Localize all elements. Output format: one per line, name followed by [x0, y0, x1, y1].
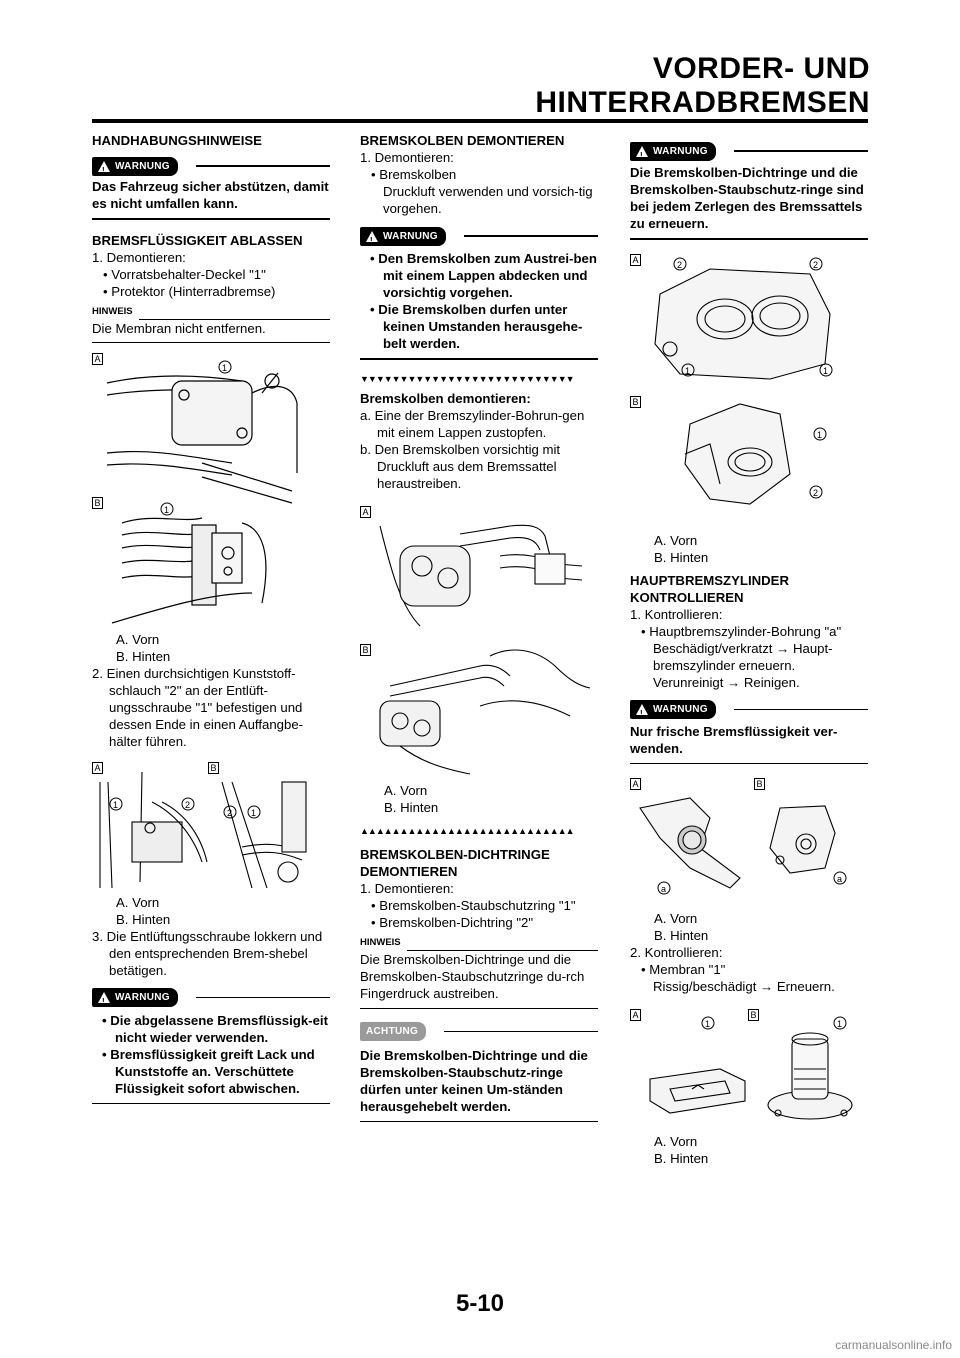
bullet-text: • Bremskolben-Dichtring "2" [371, 914, 534, 930]
caliper-seals-drawing [630, 254, 868, 532]
heading-bremskolben-dichtringe: BREMSKOLBEN-DICHTRINGE DEMONTIEREN [360, 846, 550, 879]
svg-text:1: 1 [823, 365, 829, 376]
figure-piston-removal: A B [360, 506, 598, 776]
svg-text:2: 2 [813, 259, 819, 270]
warning-triangle-icon [98, 161, 110, 172]
bullet-text: • Protektor (Hinterradbremse) [103, 283, 276, 299]
caption-b: B. Hinten [654, 1151, 709, 1167]
caption-a: A. Vorn [654, 532, 698, 548]
caution-header [360, 1023, 598, 1041]
bullet-text: • Hauptbremszylinder-Bohrung "a" [641, 623, 842, 639]
warning-header [630, 701, 868, 719]
heading-hauptbremszylinder: HAUPTBREMSZYLINDER KONTROLLIEREN [630, 572, 789, 605]
warning-bullet: • Den Bremskolben zum Austrei-ben mit einem Lappen abdecken und vorsichtig vorgehen. [370, 251, 597, 300]
step-text: a. Eine der Bremszylinder-Bohrun-gen mit einem Lappen zustopfen. [360, 407, 585, 440]
warning-badge: ! WARNUNG [92, 157, 178, 176]
title-rule [92, 119, 868, 123]
figure-reservoir-cover: A B 1 1 [92, 353, 330, 631]
warning-bullet: • Die Bremskolben durfen unter keinen Umstanden herausgehe-belt werden. [370, 302, 583, 351]
svg-text:a: a [661, 884, 667, 895]
subheading: Bremskolben demontieren: [360, 390, 531, 406]
warning-triangle-icon [98, 992, 110, 1003]
figure-caliper-seals: A B 2 2 1 1 1 2 [630, 254, 868, 532]
caption-a: A. Vorn [384, 782, 428, 798]
caption-b: B. Hinten [116, 911, 171, 927]
warning-header [92, 157, 330, 175]
watermark[interactable]: carmanualsonline.info [835, 1338, 952, 1352]
svg-text:a: a [837, 874, 843, 885]
page-title: VORDER- UND HINTERRADBREMSEN [535, 52, 870, 119]
warning-header [92, 989, 330, 1007]
caption-a: A. Vorn [116, 894, 160, 910]
note-text: Die Bremskolben-Dichtringe und die Bremskolben-Staubschutzringe du-rch Fingerdruck austreiben. [360, 951, 585, 1001]
step-text: 3. Die Entlüftungsschraube lokkern und den entsprechenden Brem-shebel betätigen. [92, 928, 323, 978]
caption-b: B. Hinten [384, 799, 439, 815]
procedure-end-marker: ▲▲▲▲▲▲▲▲▲▲▲▲▲▲▲▲▲▲▲▲▲▲▲▲▲▲▲ [360, 825, 574, 836]
piston-removal-drawing [360, 506, 598, 776]
warning-header [360, 227, 598, 245]
warning-text: Das Fahrzeug sicher abstützen, damit es nicht umfallen kann. [92, 179, 329, 211]
caution-badge: ACHTUNG [360, 1022, 426, 1041]
heading-bremskolben-demontieren: BREMSKOLBEN DEMONTIEREN [360, 133, 565, 148]
bleed-screw-drawing [92, 762, 330, 888]
step-text: b. Den Bremskolben vorsichtig mit Druckluft aus dem Bremssattel heraustreiben. [360, 441, 561, 491]
step-text: 2. Kontrollieren: [630, 945, 723, 961]
caption-b: B. Hinten [654, 928, 709, 944]
svg-text:1: 1 [222, 362, 228, 373]
bullet-text: • Bremskolben [371, 167, 457, 182]
warning-text: Nur frische Bremsflüssigkeit ver-wenden. [630, 723, 838, 756]
figure-diaphragm: A B 1 1 [630, 1009, 868, 1131]
figure-master-cylinder: A B a a [630, 778, 868, 906]
procedure-start-marker: ▼▼▼▼▼▼▼▼▼▼▼▼▼▼▼▼▼▼▼▼▼▼▼▼▼▼▼ [360, 373, 574, 384]
heading-bremsfluessigkeit-ablassen: BREMSFLÜSSIGKEIT ABLASSEN [92, 232, 303, 248]
svg-text:1: 1 [251, 807, 257, 818]
note-text: Die Membran nicht entfernen. [92, 320, 266, 336]
bullet-text: • Vorratsbehalter-Deckel "1" [103, 266, 266, 282]
caption-a: A. Vorn [654, 1134, 698, 1150]
bullet-subtext: Druckluft verwenden und vorsich-tig vorgehen. [383, 184, 593, 216]
warning-text: Die Bremskolben-Dichtringe und die Bremskolben-Staubschutz-ringe sind bei jedem Zerlegen des Bremssattels zu erneuern. [630, 165, 864, 231]
svg-text:1: 1 [685, 365, 691, 376]
caption-a: A. Vorn [654, 911, 698, 927]
column-2 [360, 130, 598, 1122]
warning-badge: ! WARNUNG [92, 988, 178, 1007]
warning-badge: ! WARNUNG [360, 227, 446, 246]
caution-text: Die Bremskolben-Dichtringe und die Bremskolben-Staubschutz-ringe dürfen unter keinen Um-ständen herausgehebelt werden. [360, 1047, 588, 1114]
diaphragm-drawing [630, 1009, 868, 1131]
svg-text:1: 1 [705, 1019, 711, 1030]
svg-text:1: 1 [837, 1019, 843, 1030]
svg-text:1: 1 [817, 429, 823, 440]
svg-text:2: 2 [185, 799, 191, 810]
warning-triangle-icon [366, 231, 378, 242]
svg-text:1: 1 [113, 799, 119, 810]
heading-handhabungshinweise: HANDHABUNGSHINWEISE [92, 133, 262, 148]
svg-text:2: 2 [227, 807, 233, 818]
note-header: HINWEIS [360, 939, 598, 951]
note-header: HINWEIS [92, 308, 330, 320]
warning-bullet: • Die abgelassene Bremsflüssigk-eit nicht wieder verwenden. [102, 1012, 328, 1045]
step-text: 2. Einen durchsichtigen Kunststoff-schlauch "2" an der Entlüft-ungsschraube "1" befestigen und dessen Ende in einen Auffangbe-hälter führen. [92, 665, 304, 749]
bullet-text: • Membran "1" [641, 962, 726, 978]
warning-badge: ! WARNUNG [630, 142, 716, 161]
bullet-subtext: Verunreinigt → Reinigen. [653, 674, 800, 690]
warning-badge: ! WARNUNG [630, 700, 716, 719]
svg-text:2: 2 [677, 259, 683, 270]
bullet-subtext: Rissig/beschädigt → Erneuern. [653, 979, 835, 995]
bullet-text: • Bremskolben-Staubschutzring "1" [371, 897, 576, 913]
step-text: 1. Demontieren: [360, 150, 454, 165]
step-text: 1. Demontieren: [92, 249, 186, 265]
warning-triangle-icon [636, 146, 648, 157]
figure-bleed-screw: A B 1 2 2 1 [92, 762, 330, 888]
bullet-subtext: Beschädigt/verkratzt → Haupt-bremszylinder erneuern. [653, 640, 833, 673]
reservoir-drawing [92, 353, 330, 631]
column-3 [630, 130, 868, 1167]
caption-b: B. Hinten [116, 648, 171, 664]
caption-a: A. Vorn [116, 631, 160, 647]
master-cylinder-drawing [630, 778, 868, 906]
step-text: 1. Kontrollieren: [630, 606, 723, 622]
svg-text:1: 1 [164, 504, 170, 515]
warning-triangle-icon [636, 704, 648, 715]
warning-bullet: • Bremsflüssigkeit greift Lack und Kunststoffe an. Verschüttete Flüssigkeit sofort abwischen. [102, 1046, 315, 1096]
caption-b: B. Hinten [654, 549, 709, 565]
step-text: 1. Demontieren: [360, 880, 454, 896]
svg-text:2: 2 [813, 487, 819, 498]
column-1 [92, 130, 330, 1104]
page-number: 5-10 [455, 1290, 505, 1317]
warning-header [630, 142, 868, 160]
